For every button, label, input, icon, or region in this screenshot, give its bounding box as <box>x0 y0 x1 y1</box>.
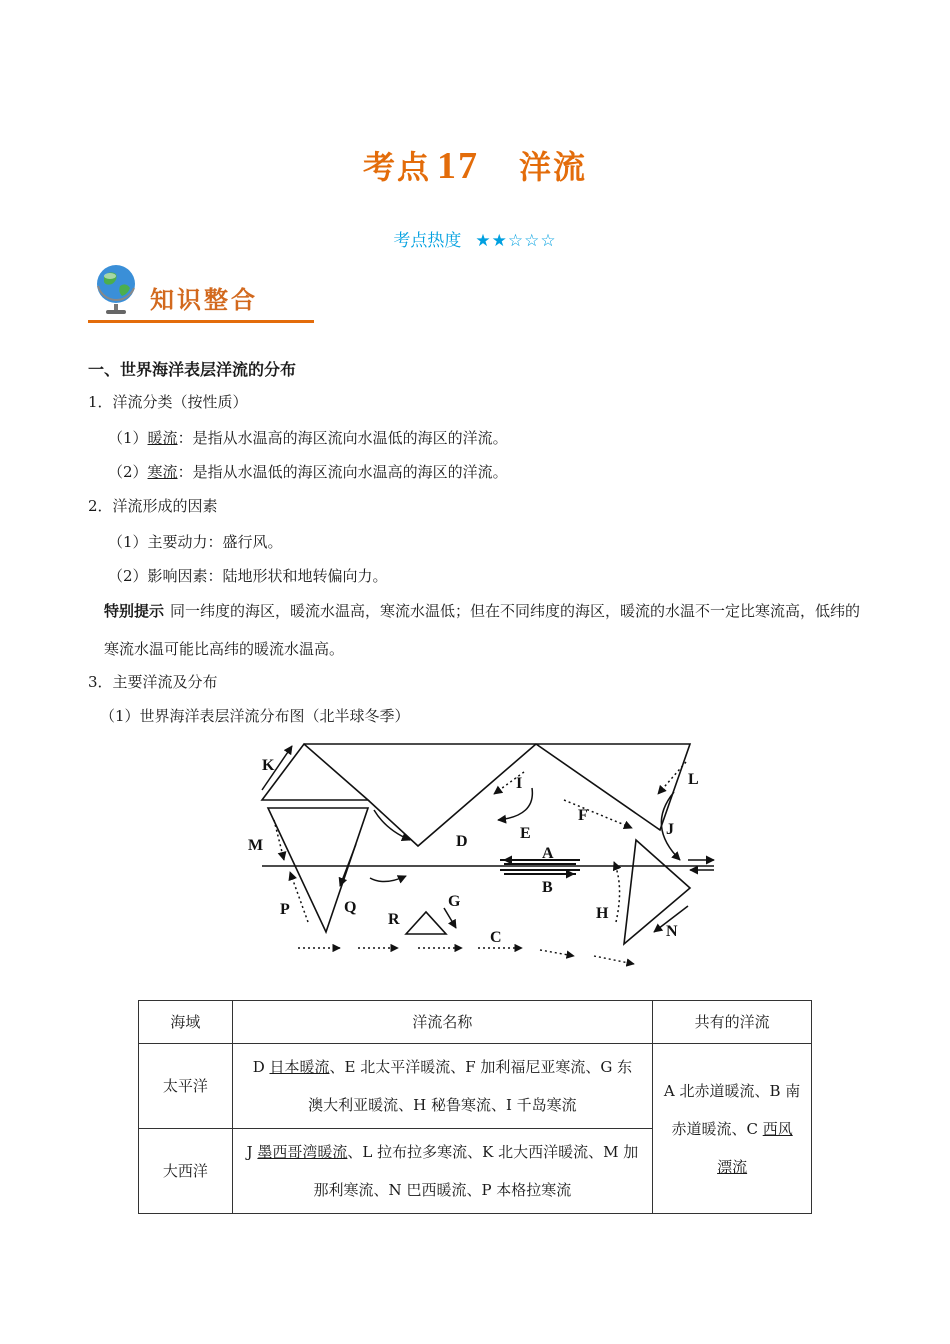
special-tip <box>104 592 874 668</box>
current-h-arrow <box>614 862 620 922</box>
continent-australia <box>406 912 446 934</box>
continent-north-america-west <box>262 744 368 800</box>
table-header-row <box>139 1001 812 1044</box>
map-label-q: Q <box>344 899 357 916</box>
item-3a: （1）世界海洋表层洋流分布图（北半球冬季） <box>100 707 410 725</box>
map-label-l: L <box>688 771 699 788</box>
page-title <box>0 142 950 188</box>
heat-stars: ★★☆☆☆ <box>475 231 557 251</box>
current-e-arrow <box>498 788 532 820</box>
item-3-heading: 3．主要洋流及分布 <box>88 673 218 691</box>
item-1a-num: （1） <box>108 429 148 447</box>
item-2b: （2）影响因素：陆地形状和地转偏向力。 <box>108 567 388 585</box>
current-g-arrow <box>444 908 456 928</box>
map-label-k: K <box>262 757 275 774</box>
item-1-heading: 1．洋流分类（按性质） <box>88 393 248 411</box>
header-shared-currents: 共有的洋流 <box>653 1001 812 1044</box>
title-prefix: 考点 <box>362 148 431 186</box>
item-1a-text: ：是指从水温高的海区流向水温低的海区的洋流。 <box>177 429 508 447</box>
ocean-current-table <box>138 1000 812 1214</box>
map-label-m: M <box>248 837 264 854</box>
banner-underline <box>88 320 314 323</box>
map-label-h: H <box>596 905 609 922</box>
map-label-c: C <box>490 929 502 946</box>
current-q-arrow <box>340 844 356 886</box>
map-label-n: N <box>666 923 678 940</box>
item-1b-term: 寒流 <box>147 463 178 481</box>
current-d-arrow <box>374 810 410 840</box>
title-topic: 洋流 <box>519 148 588 186</box>
ocean-current-map <box>248 736 720 968</box>
cell-ocean: 太平洋 <box>139 1044 233 1129</box>
section-heading: 一、世界海洋表层洋流的分布 <box>88 360 297 379</box>
current-p-arrow <box>290 872 308 922</box>
title-number: 17 <box>437 145 479 187</box>
map-label-p: P <box>280 901 290 918</box>
item-1b-num: （2） <box>108 463 148 481</box>
map-label-a: A <box>542 845 554 862</box>
item-2a: （1）主要动力：盛行风。 <box>108 533 283 551</box>
cell-ocean: 大西洋 <box>139 1129 233 1214</box>
current-l-arrow <box>658 762 686 794</box>
item-1b-text: ：是指从水温低的海区流向水温高的海区的洋流。 <box>177 463 508 481</box>
current-r-arrow <box>370 876 406 882</box>
map-label-j: J <box>666 821 674 838</box>
item-2-heading: 2．洋流形成的因素 <box>88 497 218 515</box>
banner-label: 知识整合 <box>150 286 258 314</box>
heat-rating <box>0 226 950 251</box>
current-c-arrows <box>298 948 634 964</box>
map-label-d: D <box>456 833 468 850</box>
map-label-r: R <box>388 911 400 928</box>
map-label-e: E <box>520 825 531 842</box>
heat-label: 考点热度 <box>393 231 462 251</box>
item-1a <box>108 428 508 448</box>
cell-shared-currents: A 北赤道暖流、B 南 赤道暖流、C 西风 漂流 <box>653 1044 812 1214</box>
header-current-names: 洋流名称 <box>232 1001 653 1044</box>
map-label-b: B <box>542 879 553 896</box>
cell-current-names: J 墨西哥湾暖流、L 拉布拉多寒流、K 北大西洋暖流、M 加 那利寒流、N 巴西暖流、P 本格拉寒流 <box>232 1129 653 1214</box>
map-label-f: F <box>578 807 588 824</box>
map-label-i: I <box>516 775 523 792</box>
continent-south-america <box>624 840 690 944</box>
table-row <box>139 1044 812 1129</box>
globe-icon <box>92 262 142 316</box>
section-banner <box>88 262 318 328</box>
header-ocean: 海域 <box>139 1001 233 1044</box>
map-label-g: G <box>448 893 461 910</box>
cell-current-names: D 日本暖流、E 北太平洋暖流、F 加利福尼亚寒流、G 东 澳大利亚暖流、H 秘鲁寒流、I 千岛寒流 <box>232 1044 653 1129</box>
item-1b <box>108 462 508 482</box>
tip-text: 同一纬度的海区，暖流水温高，寒流水温低；但在不同纬度的海区，暖流的水温不一定比寒流高，低纬的寒流水温可能比高纬的暖流水温高。 <box>104 602 861 658</box>
item-1a-term: 暖流 <box>147 429 178 447</box>
tip-label: 特别提示 <box>104 602 165 620</box>
